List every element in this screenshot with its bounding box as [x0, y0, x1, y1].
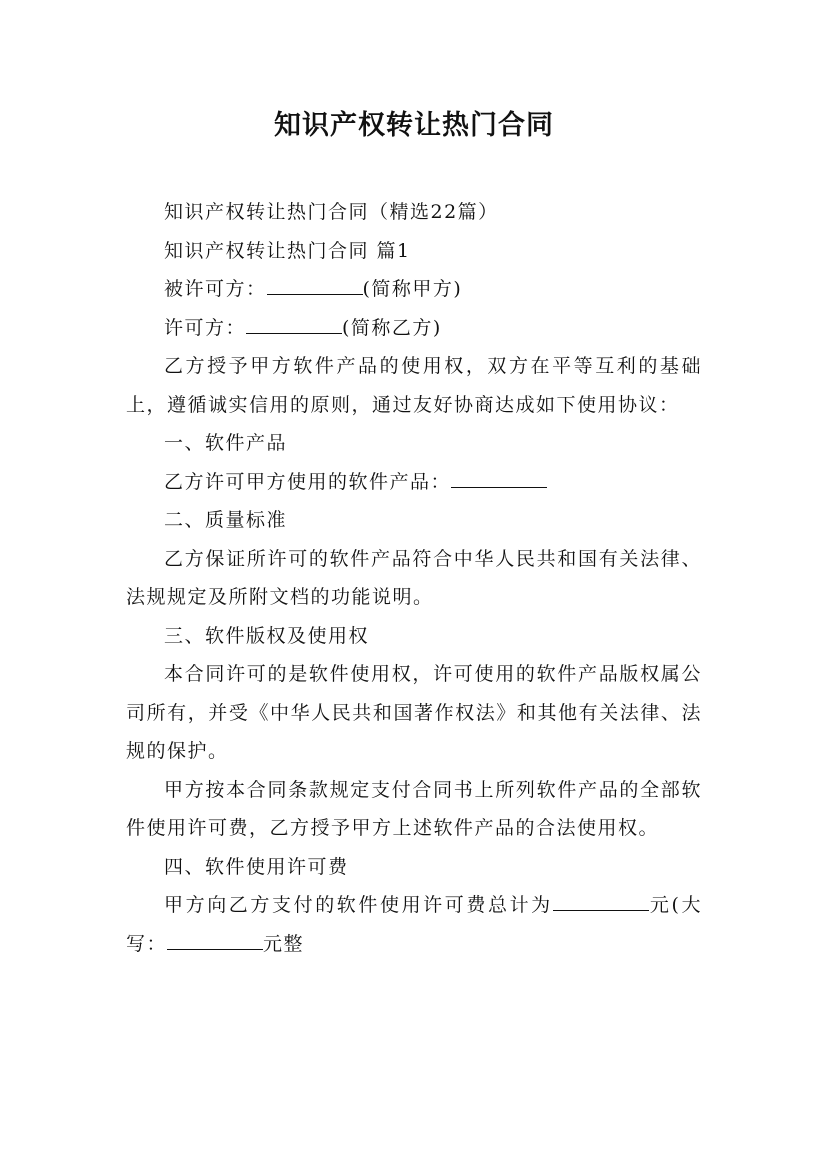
sec1-text: 乙方许可甲方使用的软件产品： [164, 470, 452, 493]
subtitle: 知识产权转让热门合同（精选22篇） [164, 201, 499, 223]
sec4-text-c: 元整 [263, 932, 305, 955]
sec4-text-a: 甲方向乙方支付的软件使用许可费总计为 [164, 894, 553, 916]
licensee-suffix: (简称甲方) [362, 278, 463, 300]
document-body [126, 193, 702, 963]
sec2-paragraph: 乙方保证所许可的软件产品符合中华人民共和国有关法律、法规规定及所附文档的功能说明。 [126, 547, 702, 608]
sec1-heading: 一、软件产品 [164, 432, 288, 454]
software-product-blank [451, 468, 547, 488]
licensor-line [126, 309, 702, 348]
sec3-paragraph-1: 本合同许可的是软件使用权，许可使用的软件产品版权属公司所有，并受《中华人民共和国著作权法》和其他有关法律、法规的保护。 [126, 663, 702, 762]
licensor-suffix: (简称乙方) [342, 316, 442, 339]
licensor-blank [246, 314, 342, 334]
section-heading: 知识产权转让热门合同 篇1 [164, 239, 411, 262]
sec2-heading: 二、质量标准 [164, 509, 288, 531]
sec4-text-b: 元(大写： [126, 894, 702, 955]
fee-amount-blank [553, 891, 649, 911]
document-title: 知识产权转让热门合同 [274, 110, 554, 141]
licensee-line [126, 270, 702, 309]
licensee-label: 被许可方： [164, 278, 267, 300]
fee-amount-words-blank [167, 930, 263, 950]
licensee-blank [267, 275, 363, 295]
sec3-heading: 三、软件版权及使用权 [164, 624, 370, 647]
sec3-paragraph-2: 甲方按本合同条款规定支付合同书上所列软件产品的全部软件使用许可费，乙方授予甲方上述软件产品的合法使用权。 [126, 778, 702, 839]
sec4-heading: 四、软件使用许可费 [164, 855, 349, 878]
intro-paragraph: 乙方授予甲方软件产品的使用权，双方在平等互利的基础上，遵循诚实信用的原则，通过友好协商达成如下使用协议： [126, 355, 702, 416]
sec1-line [126, 463, 702, 502]
sec4-paragraph [126, 886, 702, 963]
licensor-label: 许可方： [164, 316, 247, 339]
